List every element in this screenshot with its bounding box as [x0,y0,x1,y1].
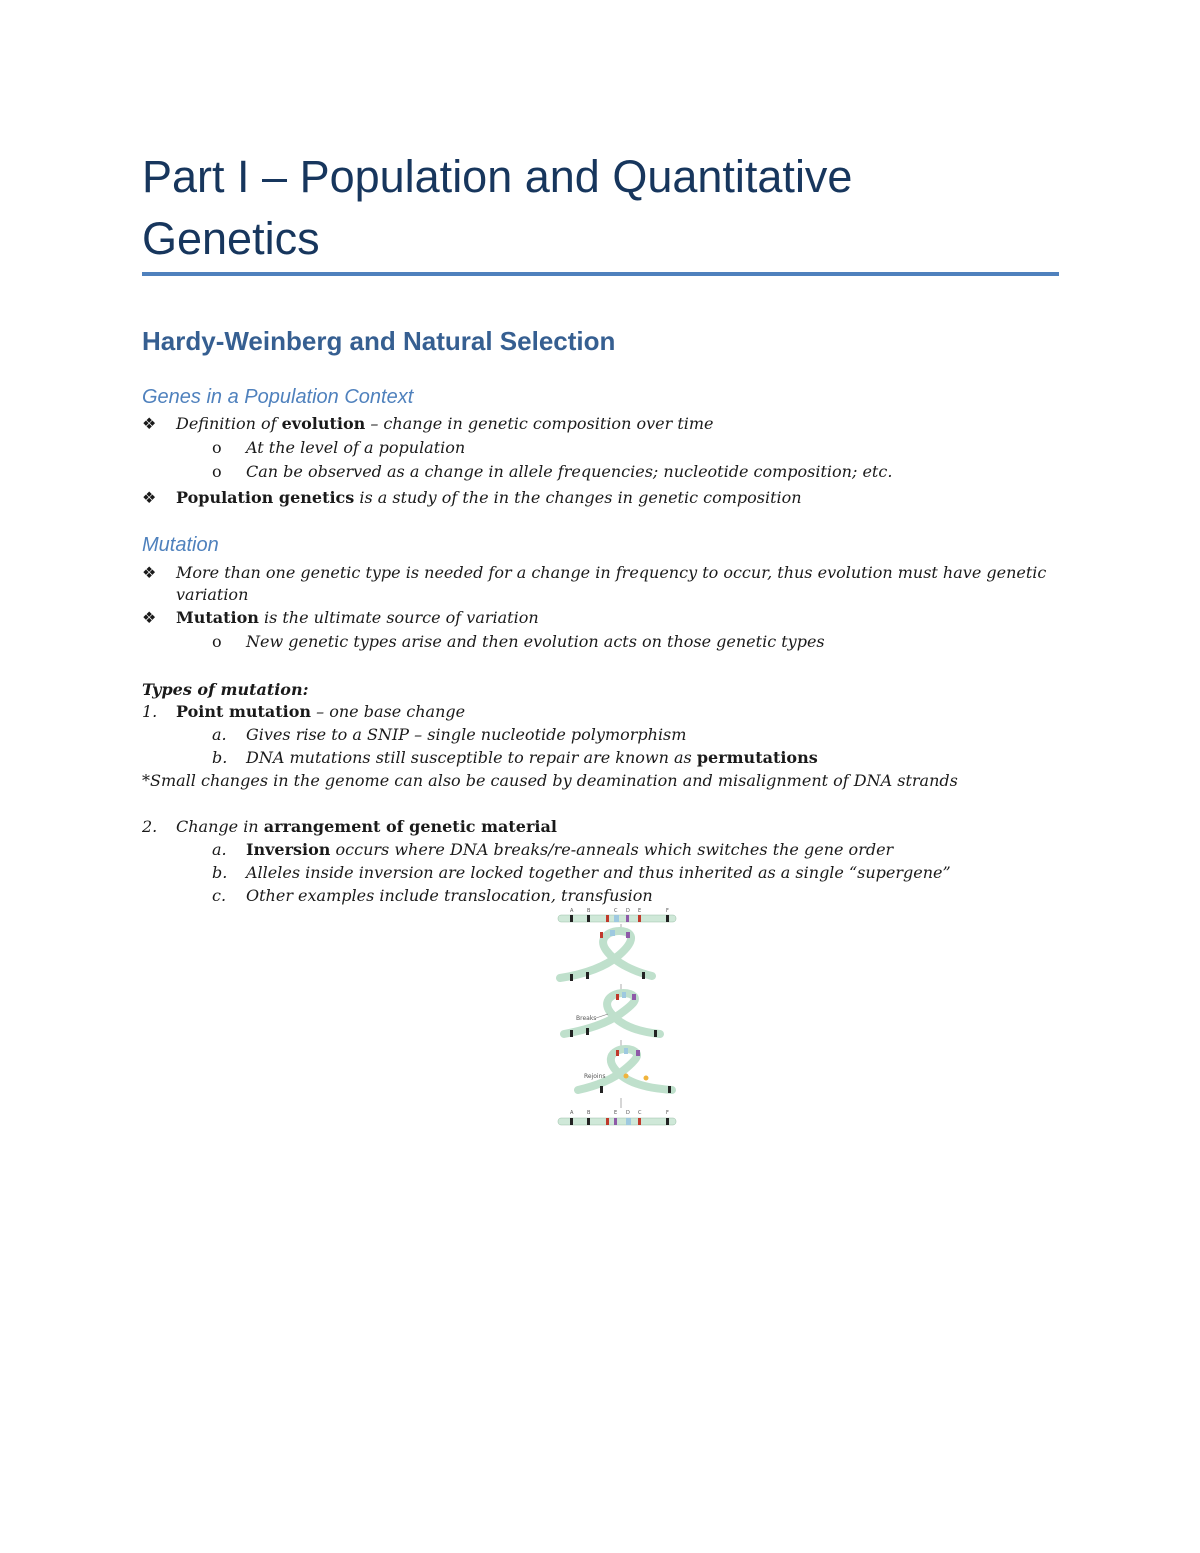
list-letter: b. [212,863,228,882]
bullet-mutation-source: Mutation is the ultimate source of variation [176,608,539,627]
list-item-point-mutation: Point mutation – one base change [176,702,466,721]
figure-top-label: E [638,908,642,914]
page-title-line-1: Part I – Population and Quantitative [142,151,853,202]
figure-bottom-label: F [666,1110,669,1116]
subheading-genes-population: Genes in a Population Context [142,386,414,408]
list-item-permutations: DNA mutations still susceptible to repair are known as permutations [246,748,818,767]
figure-top-label: D [626,908,630,914]
page-title [142,146,1062,270]
list-item-arrangement: Change in arrangement of genetic material [176,817,557,836]
list-item-snip: Gives rise to a SNIP – single nucleotide polymorphism [246,725,687,744]
figure-top-label: C [614,908,618,914]
diamond-bullet-icon: ❖ [142,608,157,627]
circle-bullet-icon: o [212,462,222,481]
circle-bullet-icon: o [212,438,222,457]
sub-bullet-allele-frequencies: Can be observed as a change in allele frequencies; nucleotide composition; etc. [246,462,893,481]
figure-top-label: B [587,908,591,914]
list-number: 2. [142,817,158,836]
title-underline [142,272,1059,276]
rejoins-label: Rejoins [584,1073,606,1080]
list-item-inversion: Inversion occurs where DNA breaks/re-anneals which switches the gene order [246,840,894,859]
list-letter: c. [212,886,227,905]
list-number: 1. [142,702,158,721]
figure-bottom-label: E [614,1110,618,1116]
section-heading: Hardy-Weinberg and Natural Selection [142,326,616,356]
diamond-bullet-icon: ❖ [142,414,157,433]
note-small-changes: *Small changes in the genome can also be caused by deamination and misalignment of DNA strands [142,771,958,790]
list-letter: b. [212,748,228,767]
list-letter: a. [212,725,227,744]
diamond-bullet-icon: ❖ [142,563,157,582]
breaks-label: Breaks [576,1015,597,1022]
figure-top-label: A [570,908,574,914]
list-letter: a. [212,840,227,859]
bullet-evolution-definition: Definition of evolution – change in genetic composition over time [176,414,714,433]
page-title-line-2: Genetics [142,213,320,264]
sub-bullet-new-genetic-types: New genetic types arise and then evolution acts on those genetic types [246,632,825,651]
list-item-other-examples: Other examples include translocation, transfusion [246,886,653,905]
figure-top-label: F [666,908,669,914]
circle-bullet-icon: o [212,632,222,651]
sub-bullet-population-level: At the level of a population [246,438,466,457]
figure-bottom-label: D [626,1110,630,1116]
bullet-population-genetics: Population genetics is a study of the in the changes in genetic composition [176,488,802,507]
figure-bottom-label: B [587,1110,591,1116]
diamond-bullet-icon: ❖ [142,488,157,507]
list-item-supergene: Alleles inside inversion are locked together and thus inherited as a single “supergene” [246,863,951,882]
subheading-mutation: Mutation [142,534,219,556]
types-of-mutation-heading: Types of mutation: [142,680,309,699]
bullet-genetic-variation: More than one genetic type is needed for a change in frequency to occur, thus evolution must have genetic [176,563,1047,582]
figure-bottom-label: C [638,1110,642,1116]
inversion-diagram [556,906,680,1128]
bullet-genetic-variation-cont: variation [176,585,249,604]
figure-bottom-label: A [570,1110,574,1116]
